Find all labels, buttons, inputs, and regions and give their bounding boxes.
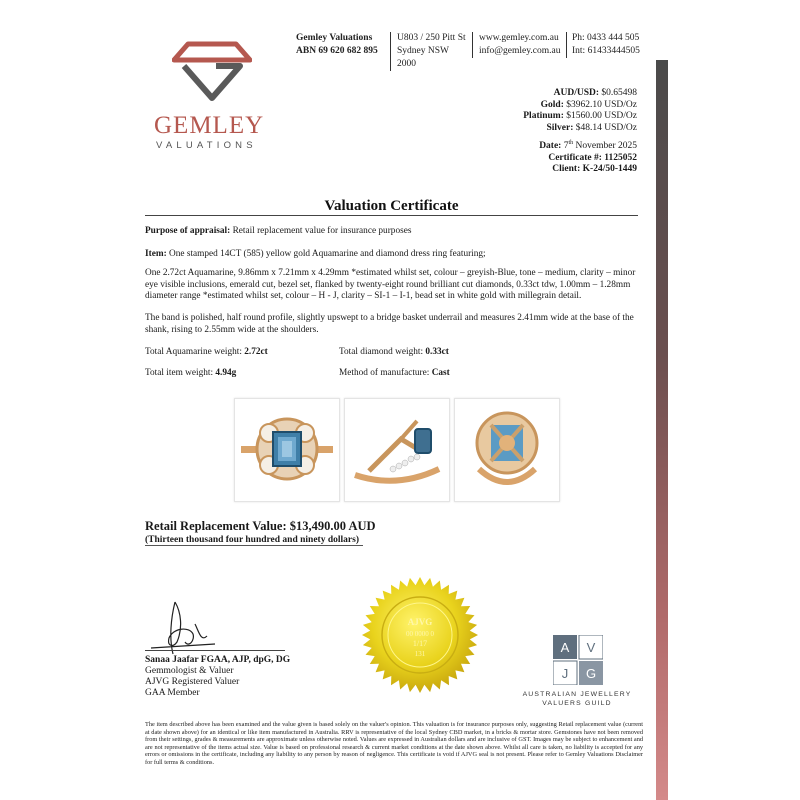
- gold-seal-icon: [360, 575, 480, 695]
- gold-value: $3962.10 USD/Oz: [566, 99, 637, 110]
- method-label: Method of manufacture:: [339, 368, 430, 378]
- aquamarine-weight: [145, 347, 268, 357]
- signer-name: Sanaa Jaafar FGAA, AJP, dpG, DG: [145, 655, 291, 665]
- rrv-label: Retail Replacement Value:: [145, 519, 287, 533]
- retail-replacement-value: [145, 519, 376, 534]
- title-divider: [145, 215, 638, 216]
- decorative-side-bar: [656, 60, 668, 800]
- intl-phone-number: Int: 61433444505: [572, 46, 640, 56]
- platinum-label: Platinum:: [523, 111, 564, 121]
- item-weight-value: 4.94g: [215, 368, 237, 378]
- diamond-value: 0.33ct: [425, 347, 449, 357]
- item-weight-label: Total item weight:: [145, 368, 214, 378]
- metal-rates: [523, 88, 637, 134]
- address-line-2: Sydney NSW 2000: [397, 46, 449, 69]
- gemley-logo: [150, 40, 280, 102]
- item-description: One 2.72ct Aquamarine, 9.86mm x 7.21mm x 4.29mm *estimated whilst set, colour – greyish-Blue, tone – medium, clarity – minor eye visible inclusions, emerald cut, bezel set, flanked by twenty-eight round brilliant cut diamonds, 0.33ct tdw, 1.00mm – 1.28mm diameter range *estimated whilst set, colour – H - J, clarity – SI-1 – I-1, bead set in white gold with millegrain detail.: [145, 268, 636, 301]
- brand-name: GEMLEY: [154, 112, 265, 139]
- guild-name-line-1: AUSTRALIAN JEWELLERY: [522, 691, 632, 698]
- aqua-label: Total Aquamarine weight:: [145, 347, 242, 357]
- platinum-value: $1560.00 USD/Oz: [566, 111, 637, 121]
- ring-top-view: [235, 399, 339, 501]
- seal-text-3: 1/17: [412, 639, 428, 648]
- manufacture-method: [339, 368, 450, 378]
- email-link[interactable]: info@gemley.com.au: [479, 46, 561, 56]
- ajvg-logo-icon: [553, 635, 603, 685]
- ajvg-logo: [553, 635, 603, 690]
- signer-role-3: GAA Member: [145, 688, 200, 698]
- method-value: Cast: [431, 368, 450, 378]
- address-line-1: U803 / 250 Pitt St: [397, 33, 466, 43]
- diamond-weight: [339, 347, 449, 357]
- ring-photo-side: [344, 398, 450, 502]
- guild-name-line-2: VALUERS GUILD: [542, 700, 612, 707]
- item-label: Item:: [145, 249, 167, 259]
- band-description: The band is polished, half round profile, slightly upswept to a bridge basket underrail and measures 2.41mm wide at the base of the shank, rising to 2.55mm wide at the shoulders.: [145, 313, 634, 335]
- aqua-value: 2.72ct: [244, 347, 268, 357]
- signer-details: [145, 655, 290, 699]
- logo-letter-v: V: [586, 640, 596, 655]
- website-link[interactable]: www.gemley.com.au: [479, 33, 559, 43]
- certificate-meta: [539, 141, 637, 176]
- certificate-number: 1125052: [604, 152, 637, 163]
- seal-text-2: 00 0000 0: [406, 630, 434, 638]
- item-line: [145, 249, 645, 261]
- phone-number: Ph: 0433 444 505: [572, 33, 640, 43]
- disclaimer-footer: The item described above has been examined and the value given is based solely on the valuer's opinion. This valuation is for insurance purposes only, suggesting Retail replacement value (current at date shown above) for an identical or like item manufactured in Australia. RRV is representative of the local Sydney CBD market, in a bricks & mortar store. Gemstones have not been removed from their settings, grades & measurements are approximate unless otherwise noted. Values are expressed in Australian dollars and are inclusive of GST. Images may be subject to enhancement and are not representative of the items actual size. Value is based on professional research & current market conditions at the date shown above. Whilst all care is taken, no liability is accepted for any errors or omissions in the certificate, including any liability to any person by reason of negligence. This certificate is void if AJVG seal is not present. Please refer to Gemley Valuations Disclaimer for full terms & conditions.: [145, 721, 643, 766]
- silver-value: $48.14 USD/Oz: [575, 122, 637, 133]
- logo-letter-g: G: [585, 666, 597, 681]
- company-abn: ABN 69 620 682 895: [296, 46, 378, 56]
- seal-text-1: AJVG: [407, 617, 433, 627]
- ring-underside-view: [455, 399, 559, 501]
- header-phone: [566, 32, 648, 58]
- ring-photo-underside: [454, 398, 560, 502]
- purpose-value: Retail replacement value for insurance purposes: [232, 226, 412, 236]
- date-suffix: th: [568, 139, 574, 146]
- rrv-underline: [145, 545, 363, 546]
- ajvg-gold-seal: [360, 575, 480, 700]
- signer-role-2: AJVG Registered Valuer: [145, 677, 240, 687]
- item-value: One stamped 14CT (585) yellow gold Aquamarine and diamond dress ring featuring;: [169, 249, 486, 259]
- ring-photo-top: [234, 398, 340, 502]
- date-label: Date:: [539, 141, 562, 151]
- rrv-in-words: (Thirteen thousand four hundred and ninety dollars): [145, 535, 359, 545]
- seal-text-4: 131: [414, 650, 426, 658]
- guild-name: [518, 690, 636, 708]
- silver-label: Silver:: [546, 122, 574, 133]
- date-day: 7: [563, 141, 569, 151]
- brand-subtitle: VALUATIONS: [156, 140, 257, 151]
- gem-logo-icon: [172, 40, 252, 102]
- purpose-line: [145, 226, 645, 238]
- fx-value: $0.65498: [601, 88, 637, 98]
- client-label: Client:: [552, 164, 581, 174]
- signature-line: [145, 650, 285, 651]
- header-company: [296, 32, 382, 58]
- company-name: Gemley Valuations: [296, 33, 373, 43]
- signer-role-1: Gemmologist & Valuer: [145, 666, 234, 676]
- valuer-signature: [145, 598, 225, 661]
- purpose-label: Purpose of appraisal:: [145, 226, 231, 236]
- fx-label: AUD/USD:: [553, 88, 599, 98]
- certificate-label: Certificate #:: [548, 152, 602, 163]
- page-title: Valuation Certificate: [324, 198, 459, 214]
- rrv-value: $13,490.00 AUD: [289, 519, 376, 533]
- logo-letter-j: J: [561, 666, 569, 681]
- date-rest: November 2025: [575, 141, 637, 151]
- header-web: [472, 32, 564, 58]
- item-weight: [145, 368, 236, 378]
- ring-side-view: [345, 399, 449, 501]
- gold-label: Gold:: [540, 99, 564, 110]
- client-number: K-24/50-1449: [582, 164, 637, 174]
- logo-letter-a: A: [560, 640, 570, 655]
- header-address: [390, 32, 470, 71]
- diamond-label: Total diamond weight:: [339, 347, 424, 357]
